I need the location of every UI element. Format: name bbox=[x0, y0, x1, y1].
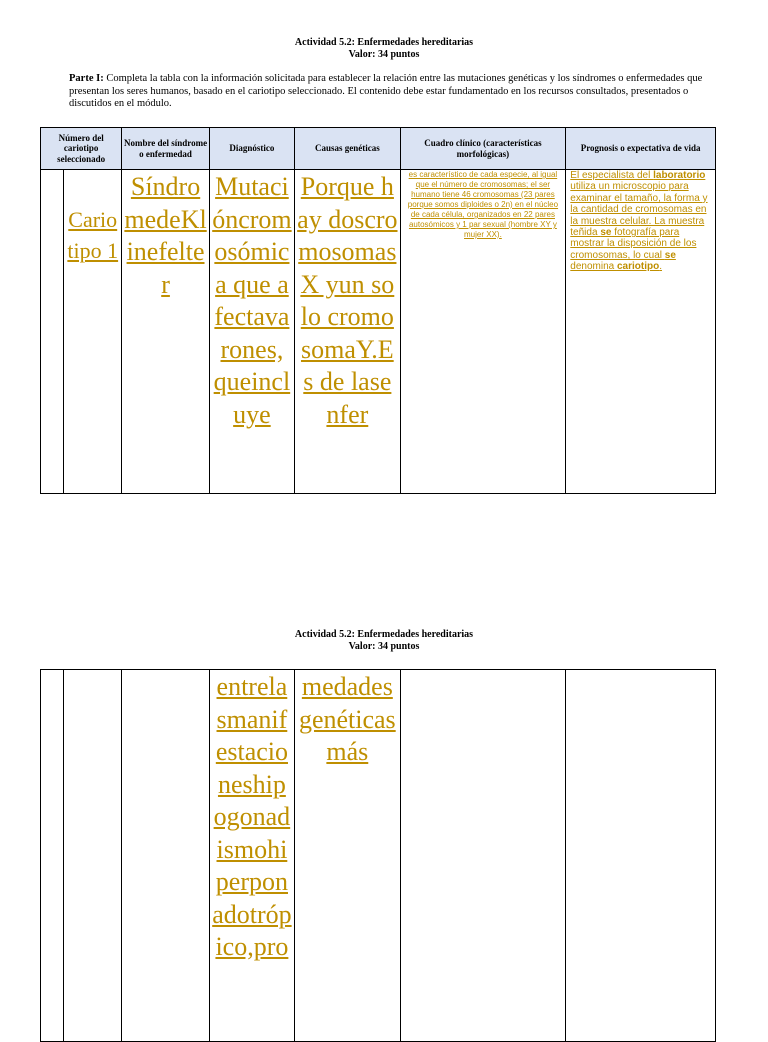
document-title-page2: Actividad 5.2: Enfermedades hereditarias bbox=[294, 629, 474, 640]
syndrome-link[interactable]: SíndromedeKlinefelter bbox=[122, 170, 209, 494]
instructions bbox=[69, 73, 709, 111]
prognosis-text: utiliza un microscopio para examinar el tamaño, la forma y la cantidad de cromosomas en la muestra celular. La muestra teñida bbox=[570, 181, 708, 239]
diagnosis-continued-text: entrelasmanifestacioneshipogonadismohiperponadotrópico,pro bbox=[212, 672, 292, 961]
header-clinical: Cuadro clínico (características morfológicas) bbox=[400, 128, 566, 170]
prognosis-bold: laboratorio bbox=[653, 170, 706, 181]
causes-text: Porque hay doscromosomas X yun solo cromosomaY.Es de lasenfer bbox=[297, 172, 398, 429]
header-prognosis: Prognosis o expectativa de vida bbox=[566, 128, 716, 170]
instructions-label: Parte I: bbox=[69, 73, 104, 84]
diseases-table bbox=[40, 127, 716, 494]
instructions-text: Completa la tabla con la información solicitada para establecer la relación entre las mutaciones genéticas y los síndromes o enfermedades que presentan los seres humanos, basado en el cariotipo seleccionado. El contenido debe estar fundamentado en los recursos consultados, presentados o discutidos en el módulo. bbox=[69, 73, 703, 110]
prognosis-text: . bbox=[659, 261, 662, 273]
prognosis-bold: se bbox=[664, 249, 676, 261]
prognosis-bold: se bbox=[600, 227, 612, 239]
causes-continued-link[interactable]: medadesgenéticas más bbox=[295, 670, 400, 1042]
prognosis-bold: cariotipo bbox=[616, 261, 660, 273]
document-value: Valor: 34 puntos bbox=[348, 49, 420, 60]
table-row bbox=[41, 170, 716, 494]
page-header bbox=[0, 37, 768, 61]
prognosis-link[interactable] bbox=[566, 170, 716, 494]
page2-header bbox=[0, 629, 768, 653]
diseases-table-continued bbox=[40, 669, 716, 1042]
diagnosis-text: Mutacióncromosómica que afectavarones, queincluye bbox=[212, 172, 292, 429]
header-causes: Causas genéticas bbox=[295, 128, 400, 170]
causes-link[interactable] bbox=[295, 170, 400, 494]
blank-cell bbox=[400, 670, 566, 1042]
prognosis-text: fotografía para mostrar la disposición de los cromosomas, lo cual bbox=[570, 227, 697, 261]
blank-cell bbox=[566, 670, 716, 1042]
clinical-link[interactable]: es característico de cada especie, al igual que el número de cromosomas; el ser humano tiene 46 cromosomas (23 pares porque somos diploides o 2n) en el núcleo de cada célula, organizados en 22 pares autosómicos y 1 par sexual (hombre XY y mujer XX). bbox=[400, 170, 566, 494]
blank-cell bbox=[41, 170, 64, 494]
header-diagnosis: Diagnóstico bbox=[209, 128, 294, 170]
karyotype-link[interactable]: Cariotipo 1 bbox=[64, 170, 122, 494]
prognosis-text: El especialista del bbox=[570, 170, 654, 181]
blank-cell bbox=[64, 670, 122, 1042]
diagnosis-link[interactable] bbox=[209, 170, 294, 494]
table-row bbox=[41, 670, 716, 1042]
blank-cell bbox=[41, 670, 64, 1042]
prognosis-text: denomina bbox=[570, 261, 617, 273]
document-value-page2: Valor: 34 puntos bbox=[348, 641, 420, 652]
header-syndrome: Nombre del síndrome o enfermedad bbox=[122, 128, 209, 170]
diagnosis-continued-link[interactable] bbox=[209, 670, 294, 1042]
document-title: Actividad 5.2: Enfermedades hereditarias bbox=[294, 37, 474, 48]
header-karyotype: Número del cariotipo seleccionado bbox=[41, 128, 122, 170]
blank-cell bbox=[122, 670, 209, 1042]
